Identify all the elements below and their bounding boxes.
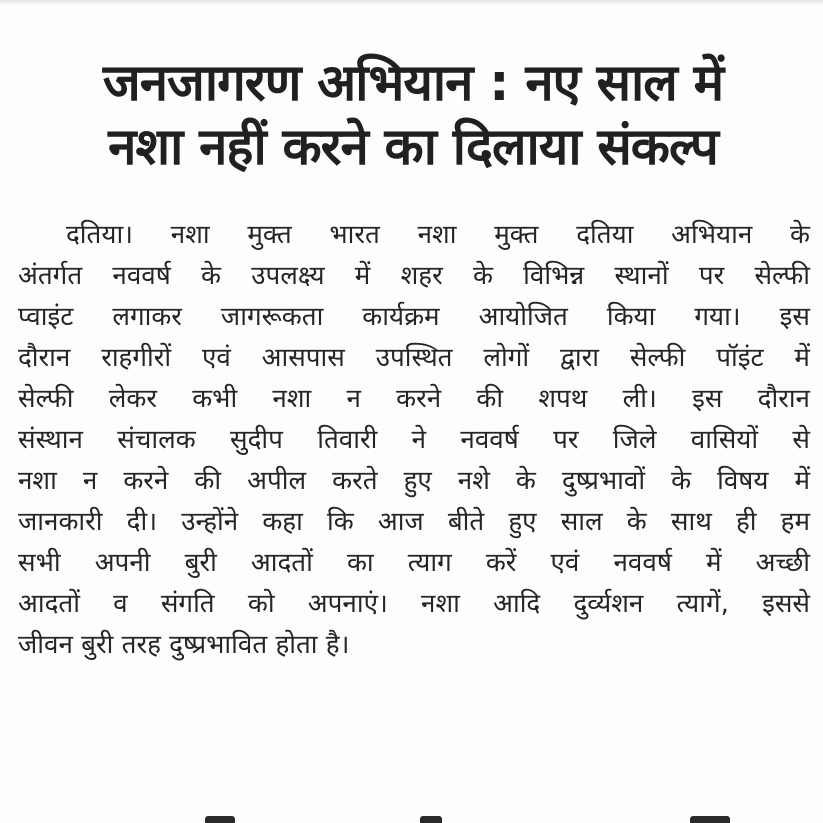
cropped-next-article-edge bbox=[0, 800, 823, 823]
body-line-2: अंतर्गत नववर्ष के उपलक्ष्य में शहर के विभिन्न स्थानों पर सेल्फी bbox=[18, 261, 810, 291]
headline-line-1: जनजागरण अभियान : नए साल में bbox=[102, 54, 724, 113]
body-line-3: प्वाइंट लगाकर जागरूकता कार्यक्रम आयोजित किया गया। इस bbox=[18, 302, 810, 332]
body-line-7: नशा न करने की अपील करते हुए नशे के दुष्प्रभावों के विषय में bbox=[18, 466, 810, 496]
article-body bbox=[18, 215, 810, 666]
body-line-9: सभी अपनी बुरी आदतों का त्याग करें एवं नववर्ष में अच्छी bbox=[18, 548, 810, 578]
body-line-5: सेल्फी लेकर कभी नशा न करने की शपथ ली। इस दौरान bbox=[18, 384, 810, 414]
top-edge-shadow bbox=[0, 0, 823, 6]
body-line-10: आदतों व संगति को अपनाएं। नशा आदि दुर्व्यशन त्यागें, इससे bbox=[18, 589, 810, 619]
body-line-11: जीवन बुरी तरह दुष्प्रभावित होता है। bbox=[18, 630, 350, 660]
article-headline bbox=[18, 52, 808, 180]
body-line-4: दौरान राहगीरों एवं आसपास उपस्थित लोगों द्वारा सेल्फी पॉइंट में bbox=[18, 343, 810, 373]
headline-line-2: नशा नहीं करने का दिलाया संकल्प bbox=[108, 118, 718, 177]
body-line-8: जानकारी दी। उन्होंने कहा कि आज बीते हुए साल के साथ ही हम bbox=[18, 507, 810, 537]
cropped-glyph-mark bbox=[690, 816, 730, 823]
cropped-glyph-mark bbox=[420, 816, 442, 823]
cropped-glyph-mark bbox=[205, 816, 235, 823]
body-line-1: दतिया। नशा मुक्त भारत नशा मुक्त दतिया अभियान के bbox=[66, 220, 810, 250]
body-line-6: संस्थान संचालक सुदीप तिवारी ने नववर्ष पर जिले वासियों से bbox=[18, 425, 810, 455]
